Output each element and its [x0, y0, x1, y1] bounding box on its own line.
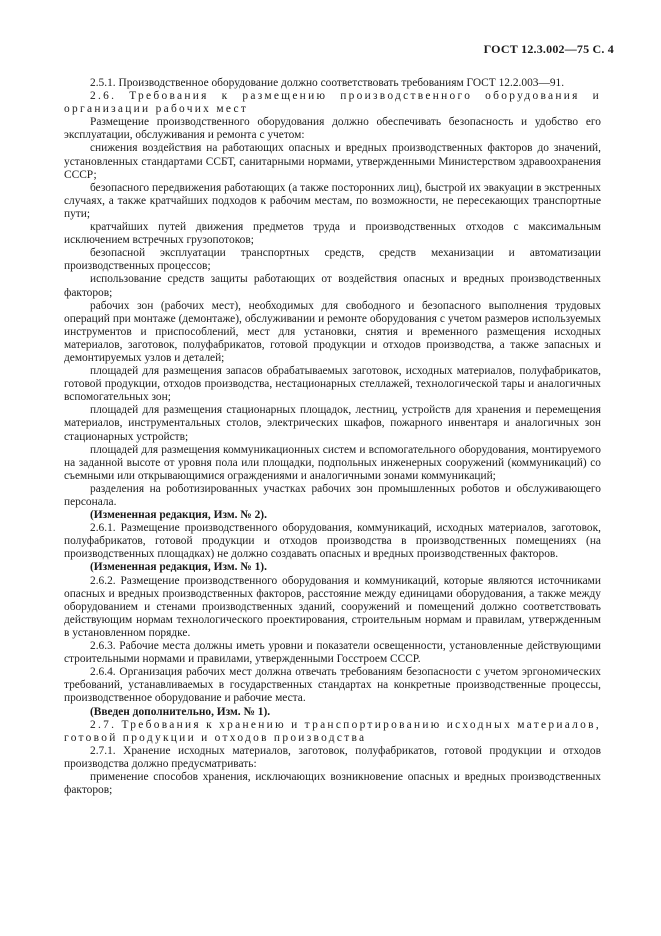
paragraph: рабочих зон (рабочих мест), необходимых для свободного и безопасного выполнения трудовых операций при монтаже (демонтаже), обслуживании и ремонте оборудования с учетом размеров используемых инструментов и приспособлений, мест для установки, снятия и временного размещения исходных материалов, заготовок, полуфабрикатов, готовой продукции и отходов производства, а также запасных и демонтируемых узлов и деталей; [64, 299, 601, 364]
amendment-note: (Измененная редакция, Изм. № 2). [90, 509, 267, 522]
paragraph: разделения на роботизированных участках рабочих зон промышленных роботов и обслуживающего персонала. [64, 482, 601, 508]
amendment-note: (Введен дополнительно, Изм. № 1). [90, 705, 271, 718]
section-heading: 2.7. Требования к хранению и транспортированию исходных материалов, готовой продукции и отходов производства [64, 718, 601, 744]
paragraph: площадей для размещения запасов обрабатываемых заготовок, исходных материалов, полуфабрикатов, готовой продукции, отходов производства, нестационарных стеллажей, технологической тары и аналогичных вспомогательных зон; [64, 365, 601, 404]
paragraph: Размещение производственного оборудования должно обеспечивать безопасность и удобство его эксплуатации, обслуживания и ремонта с учетом: [64, 116, 601, 142]
paragraph: 2.6.4. Организация рабочих мест должна отвечать требованиям безопасности с учетом эргономических требований, устанавливаемых в государственных стандартах на конкретные производственные процессы, производственное оборудование и рабочие места. [64, 666, 601, 705]
paragraph: безопасной эксплуатации транспортных средств, средств механизации и автоматизации производственных процессов; [64, 247, 601, 273]
paragraph: использование средств защиты работающих от воздействия опасных и вредных производственных факторов; [64, 273, 601, 299]
paragraph: 2.7.1. Хранение исходных материалов, заготовок, полуфабрикатов, готовой продукции и отходов производства должно предусматривать: [64, 744, 601, 770]
paragraph: 2.6.1. Размещение производственного оборудования, коммуникаций, исходных материалов, заготовок, полуфабрикатов, готовой продукции и отходов производства в производственных помещениях (на производственных площадках) не должно создавать опасных и вредных производственных факторов. [64, 522, 601, 561]
paragraph: 2.5.1. Производственное оборудование должно соответствовать требованиям ГОСТ 12.2.003—91. [90, 77, 565, 89]
paragraph: 2.6.2. Размещение производственного оборудования и коммуникаций, которые являются источниками опасных и вредных производственных факторов, расстояние между единицами оборудования, а также между оборудованием и стенами производственных зданий, сооружений и помещений должно соответствовать действующим нормам технологического проектирования, строительным нормам и правилам, утвержденным в установленном порядке. [64, 574, 601, 639]
document-body [64, 77, 601, 797]
paragraph: снижения воздействия на работающих опасных и вредных производственных факторов до значений, установленных стандартами ССБТ, санитарными нормами, утвержденными Министерством здравоохранения СССР; [64, 142, 601, 181]
paragraph: безопасного передвижения работающих (а также посторонних лиц), быстрой их эвакуации в экстренных случаях, а также кратчайших подходов к рабочим местам, по возможности, не пересекающих транспортные пути; [64, 181, 601, 220]
paragraph: применение способов хранения, исключающих возникновение опасных и вредных производственных факторов; [64, 770, 601, 797]
page-header: ГОСТ 12.3.002—75 С. 4 [483, 42, 614, 56]
paragraph: кратчайших путей движения предметов труда и производственных отходов с максимальным исключением встречных грузопотоков; [64, 221, 601, 247]
paragraph: площадей для размещения коммуникационных систем и вспомогательного оборудования, монтируемого на заданной высоте от уровня пола или площадки, подпольных инженерных сооружений (коммуникаций) со съемными или открывающимися ограждениями и аналогичными зонами коммуникаций; [64, 443, 601, 482]
amendment-note: (Измененная редакция, Изм. № 1). [90, 561, 267, 574]
paragraph: 2.6.3. Рабочие места должны иметь уровни и показатели освещенности, установленные действующими строительными нормами и правилами, утвержденными Госстроем СССР. [64, 640, 601, 666]
section-heading: 2.6. Требования к размещению производственного оборудования и организации рабочих мест [64, 90, 601, 116]
paragraph: площадей для размещения стационарных площадок, лестниц, устройств для хранения и перемещения материалов, инструментальных столов, электрических шкафов, пожарного инвентаря и аналогичных зон стационарных устройств; [64, 404, 601, 443]
